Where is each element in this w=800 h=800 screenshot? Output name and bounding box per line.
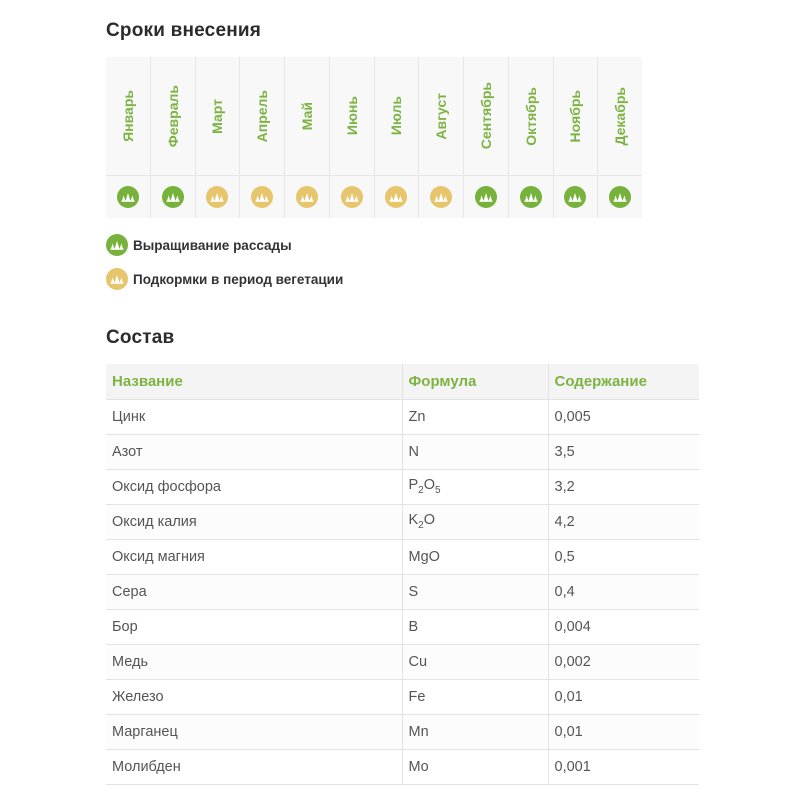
table-header-row xyxy=(106,364,699,399)
cell-formula: S xyxy=(402,574,548,609)
cell-content: 0,5 xyxy=(548,539,699,574)
sprout-icon xyxy=(520,186,542,208)
cell-content: 3,5 xyxy=(548,434,699,469)
sprout-icon xyxy=(106,234,128,256)
month-column xyxy=(554,57,599,218)
month-column xyxy=(509,57,554,218)
legend-feeding-label: Подкормки в период вегетации xyxy=(133,271,344,287)
cell-name: Цинк xyxy=(106,399,402,434)
month-name-cell xyxy=(106,57,150,176)
table-row xyxy=(106,434,699,469)
header-name: Название xyxy=(106,364,402,399)
month-name: Август xyxy=(433,92,450,140)
month-icon-cell xyxy=(151,176,195,218)
month-icon-cell xyxy=(285,176,329,218)
month-column xyxy=(196,57,241,218)
month-name-cell xyxy=(285,57,329,176)
cell-content: 0,001 xyxy=(548,749,699,784)
month-column xyxy=(151,57,196,218)
cell-content: 4,2 xyxy=(548,504,699,539)
month-column xyxy=(330,57,375,218)
month-icon-cell xyxy=(419,176,463,218)
sprout-icon xyxy=(430,186,452,208)
month-name-cell xyxy=(196,57,240,176)
cell-content: 0,4 xyxy=(548,574,699,609)
sprout-icon xyxy=(106,268,128,290)
cell-content: 0,002 xyxy=(548,644,699,679)
month-name: Сентябрь xyxy=(477,82,494,150)
cell-formula: B xyxy=(402,609,548,644)
month-name-cell xyxy=(464,57,508,176)
cell-formula: Zn xyxy=(402,399,548,434)
cell-content: 0,005 xyxy=(548,399,699,434)
legend-seedling-label: Выращивание рассады xyxy=(133,237,292,253)
cell-formula: Fe xyxy=(402,679,548,714)
sprout-icon xyxy=(564,186,586,208)
month-calendar xyxy=(106,57,642,218)
sprout-icon xyxy=(385,186,407,208)
sprout-icon xyxy=(609,186,631,208)
cell-formula: $K_2O$ xyxy=(402,504,548,539)
cell-name: Марганец xyxy=(106,714,402,749)
table-row xyxy=(106,679,699,714)
cell-content: 0,004 xyxy=(548,609,699,644)
month-name: Октябрь xyxy=(522,86,539,146)
sprout-icon xyxy=(341,186,363,208)
table-row xyxy=(106,644,699,679)
month-icon-cell xyxy=(240,176,284,218)
month-icon-cell xyxy=(464,176,508,218)
cell-content: 3,2 xyxy=(548,469,699,504)
month-column xyxy=(375,57,420,218)
month-name-cell xyxy=(509,57,553,176)
table-row xyxy=(106,504,699,539)
month-name: Март xyxy=(209,98,226,134)
table-row xyxy=(106,714,699,749)
schedule-title: Сроки внесения xyxy=(106,20,262,41)
month-name-cell xyxy=(151,57,195,176)
sprout-icon xyxy=(206,186,228,208)
month-icon-cell xyxy=(554,176,598,218)
cell-name: Медь xyxy=(106,644,402,679)
cell-name: Молибден xyxy=(106,749,402,784)
month-name-cell xyxy=(375,57,419,176)
table-row xyxy=(106,399,699,434)
month-column xyxy=(106,57,151,218)
month-name: Декабрь xyxy=(612,86,629,146)
month-name: Июль xyxy=(388,96,405,136)
sprout-icon xyxy=(117,186,139,208)
month-column xyxy=(240,57,285,218)
month-column xyxy=(598,57,642,218)
month-name: Апрель xyxy=(254,89,271,143)
legend-seedling xyxy=(106,234,292,256)
month-icon-cell xyxy=(375,176,419,218)
month-column xyxy=(285,57,330,218)
table-row xyxy=(106,539,699,574)
cell-name: Оксид фосфора xyxy=(106,469,402,504)
legend-feeding xyxy=(106,268,343,290)
month-name-cell xyxy=(598,57,642,176)
cell-name: Азот xyxy=(106,434,402,469)
month-name-cell xyxy=(419,57,463,176)
table-row xyxy=(106,609,699,644)
month-column xyxy=(464,57,509,218)
cell-formula: Mo xyxy=(402,749,548,784)
month-name: Январь xyxy=(119,90,136,142)
month-icon-cell xyxy=(509,176,553,218)
sprout-icon xyxy=(162,186,184,208)
cell-name: Оксид калия xyxy=(106,504,402,539)
month-icon-cell xyxy=(196,176,240,218)
cell-formula: $P_2O_5$ xyxy=(402,469,548,504)
month-column xyxy=(419,57,464,218)
month-name-cell xyxy=(554,57,598,176)
month-icon-cell xyxy=(106,176,150,218)
cell-name: Бор xyxy=(106,609,402,644)
cell-formula: Cu xyxy=(402,644,548,679)
composition-title: Состав xyxy=(106,327,175,348)
header-formula: Формула xyxy=(402,364,548,399)
cell-name: Оксид магния xyxy=(106,539,402,574)
cell-content: 0,01 xyxy=(548,679,699,714)
cell-name: Сера xyxy=(106,574,402,609)
sprout-icon xyxy=(251,186,273,208)
month-name: Май xyxy=(298,101,315,131)
month-name: Июнь xyxy=(343,96,360,136)
sprout-icon xyxy=(296,186,318,208)
month-icon-cell xyxy=(330,176,374,218)
table-row xyxy=(106,574,699,609)
month-icon-cell xyxy=(598,176,642,218)
composition-table xyxy=(106,364,699,785)
month-name: Февраль xyxy=(164,84,181,148)
cell-content: 0,01 xyxy=(548,714,699,749)
sprout-icon xyxy=(475,186,497,208)
month-name: Ноябрь xyxy=(567,89,584,143)
month-name-cell xyxy=(330,57,374,176)
cell-formula: Mn xyxy=(402,714,548,749)
cell-formula: MgO xyxy=(402,539,548,574)
month-name-cell xyxy=(240,57,284,176)
cell-name: Железо xyxy=(106,679,402,714)
table-row xyxy=(106,469,699,504)
table-row xyxy=(106,749,699,784)
header-content: Содержание xyxy=(548,364,699,399)
cell-formula: N xyxy=(402,434,548,469)
